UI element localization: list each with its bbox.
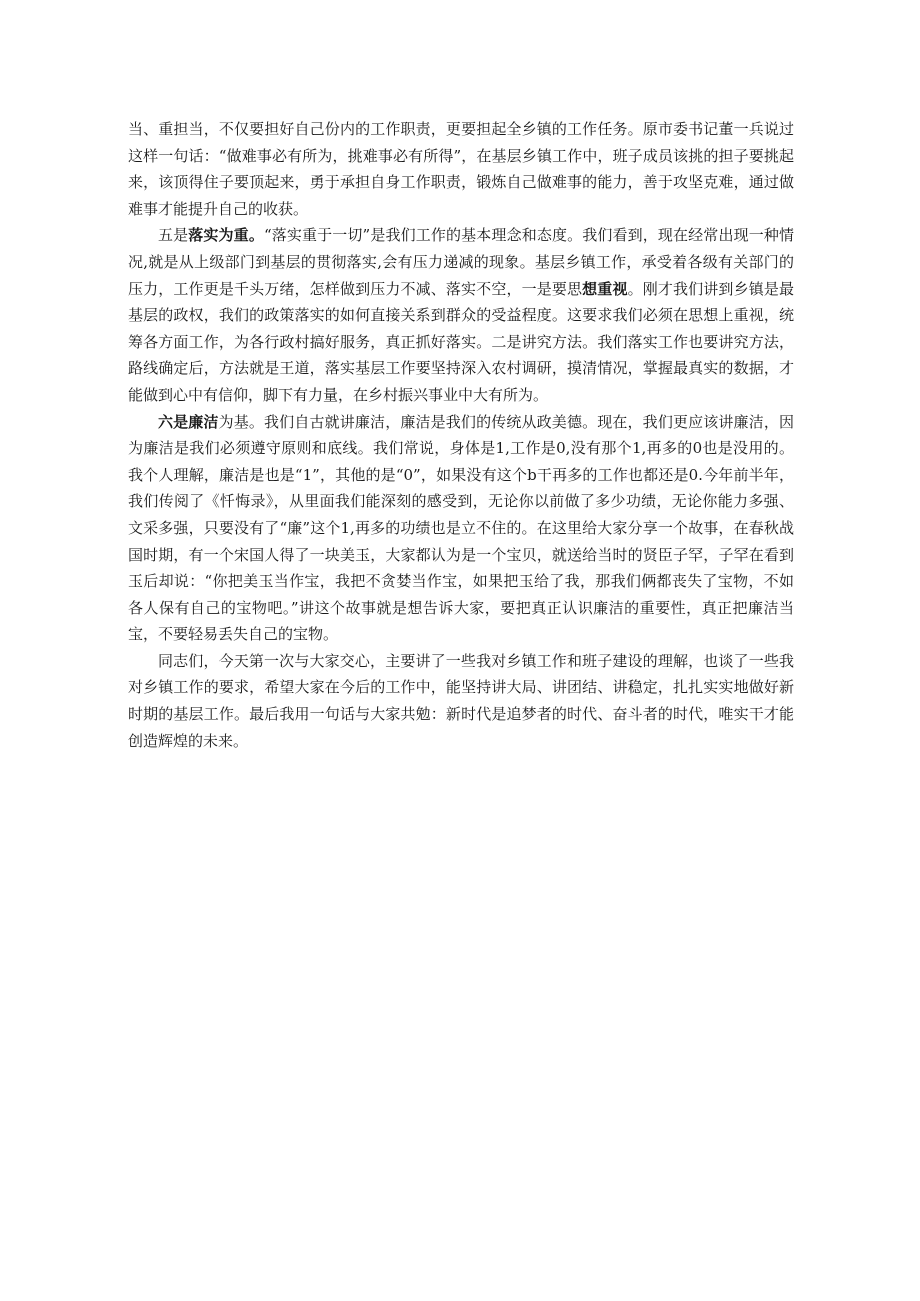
paragraph-text: 当、重担当，不仅要担好自己份内的工作职责，更要担起全乡镇的工作任务。原市委书记董一兵说过这样一句话：“做难事必有所为，挑难事必有所得”，在基层乡镇工作中，班子成员该挑的担子要挑起来，该顶得住子要顶起来，勇于承担自身工作职责，锻炼自己做难事的能力，善于攻坚克难，通过做难事才能提升自己的收获。: [128, 120, 794, 218]
paragraph-implementation: [128, 222, 794, 408]
point-heading: 落实为重。: [188, 226, 264, 245]
paragraph-closing: [128, 648, 794, 754]
document-page: [128, 116, 794, 754]
paragraph-text: 为基。我们自古就讲廉洁，廉洁是我们的传统从政美德。现在，我们更应该讲廉洁，因为廉洁是我们必须遵守原则和底线。我们常说，身体是1,工作是0,没有那个1,再多的0也是没用的。我个人理解，廉洁是也是“1”，其他的是“0”，如果没有这个b干再多的工作也都还是0.今年前半年，我们传阅了《忏悔录》，从里面我们能深刻的感受到，无论你以前做了多少功绩，无论你能力多强、文采多强，只要没有了“廉”这个1,再多的功绩也是立不住的。在这里给大家分享一个故事，在春秋战国时期，有一个宋国人得了一块美玉，大家都认为是一个宝贝，就送给当时的贤臣子罕，子罕在看到玉后却说：“你把美玉当作宝，我把不贪婪当作宝，如果把玉给了我，那我们俩都丧失了宝物，不如各人保有自己的宝物吧。”讲这个故事就是想告诉大家，要把真正认识廉洁的重要性，真正把廉洁当宝，不要轻易丢失自己的宝物。: [128, 412, 794, 644]
point-number: 五是: [158, 226, 189, 245]
paragraph-integrity: [128, 409, 794, 648]
emphasis-text: 想重视: [582, 279, 628, 298]
paragraph-text: “落实重于一切”是我们工作的基本理念和态度。我们看到，现在经常出现一种情况,就是从上级部门到基层的贯彻落实,会有压力递减的现象。基层乡镇工作，承受着各级有关部门的压力，工作更是千头万绪，怎样做到压力不减、落实不空，一是要思: [128, 226, 794, 298]
paragraph-text: 。刚才我们讲到乡镇是最基层的政权，我们的政策落实的如何直接关系到群众的受益程度。这要求我们必须在思想上重视，统筹各方面工作，为各行政村搞好服务，真正抓好落实。二是讲究方法。我们落实工作也要讲究方法，路线确定后，方法就是王道，落实基层工作要坚持深入农村调研，摸清情况，掌握最真实的数据，才能做到心中有信仰，脚下有力量，在乡村振兴事业中大有所为。: [128, 279, 794, 404]
point-heading: 六是廉洁: [158, 412, 219, 431]
paragraph-text: 同志们，今天第一次与大家交心，主要讲了一些我对乡镇工作和班子建设的理解，也谈了一些我对乡镇工作的要求，希望大家在今后的工作中，能坚持讲大局、讲团结、讲稳定，扎扎实实地做好新时期的基层工作。最后我用一句话与大家共勉：新时代是追梦者的时代、奋斗者的时代，唯实干才能创造辉煌的未来。: [128, 651, 794, 750]
paragraph-responsibility: [128, 116, 794, 222]
